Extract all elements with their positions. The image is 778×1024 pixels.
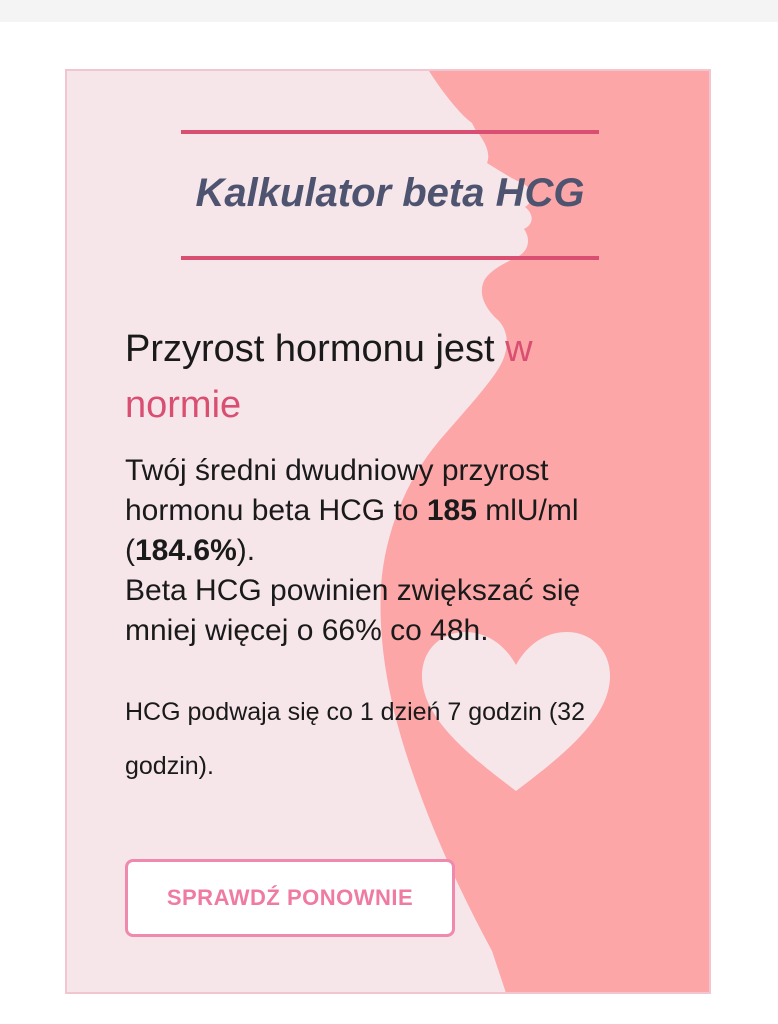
title-rule-bottom	[181, 256, 599, 260]
norm-text: Beta HCG powinien zwiększać się mniej więcej o 66% co 48h.	[125, 574, 581, 647]
doubling-time-text: HCG podwaja się co 1 dzień 7 godzin (32 godzin).	[125, 698, 585, 780]
title-rule-top	[181, 130, 599, 134]
page	[0, 22, 778, 1024]
page-title: Kalkulator beta HCG	[195, 171, 585, 215]
calculator-result-card	[65, 69, 711, 994]
browser-top-strip	[0, 0, 778, 22]
headline-status: w normie	[125, 328, 533, 426]
result-description	[125, 451, 625, 651]
result-close: ).	[236, 534, 256, 567]
result-intro: Twój średni dwudniowy przyrost hormonu beta HCG to	[125, 454, 549, 527]
result-percent: 184.6%	[135, 534, 237, 567]
result-headline	[125, 321, 615, 433]
headline-prefix: Przyrost hormonu jest	[125, 328, 506, 370]
result-value: 185	[426, 494, 477, 527]
result-unit: mlU/ml (	[125, 494, 579, 567]
recheck-button[interactable]: SPRAWDŹ PONOWNIE	[125, 859, 455, 937]
